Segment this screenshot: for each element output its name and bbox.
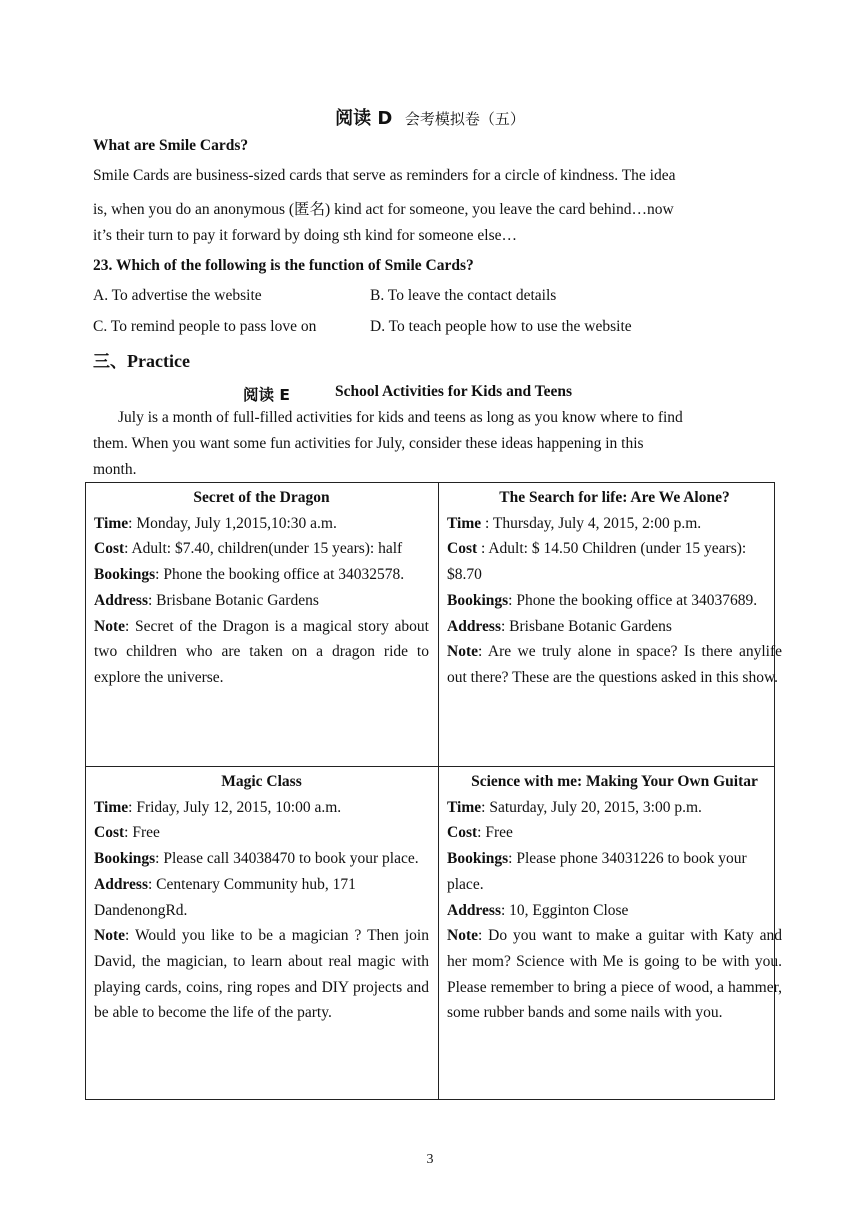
reading-e-label: 阅读 E	[243, 386, 290, 404]
option-a: A. To advertise the website	[93, 287, 262, 304]
note-label: Note	[94, 617, 125, 635]
activity-title: The Search for life: Are We Alone?	[499, 489, 730, 506]
option-b: B. To leave the contact details	[370, 287, 557, 304]
activity-title: Science with me: Making Your Own Guitar	[471, 773, 758, 790]
paragraph-line: is, when you do an anonymous (匿名) kind act for someone, you leave the card behind…now	[93, 201, 674, 218]
activity-cost: : Adult: $ 14.50 Children (under 15 years): $8.70	[447, 540, 747, 584]
activity-cost: : Free	[477, 824, 513, 842]
activity-cell	[447, 485, 782, 691]
note-label: Note	[94, 927, 125, 945]
section-title: Practice	[127, 351, 190, 371]
activity-address: : Brisbane Botanic Gardens	[147, 591, 319, 609]
option-d: D. To teach people how to use the website	[370, 318, 632, 335]
cost-label: Cost	[447, 824, 478, 842]
section-heading	[93, 347, 190, 372]
time-label: Time	[94, 798, 129, 816]
activity-bookings: : Please call 34038470 to book your place.	[155, 850, 419, 868]
activity-bookings: : Phone the booking office at 34032578.	[155, 566, 405, 584]
question-23: 23. Which of the following is the function of Smile Cards?	[93, 257, 474, 274]
activity-time: : Friday, July 12, 2015, 10:00 a.m.	[128, 798, 342, 816]
activity-cell	[94, 485, 429, 691]
time-label: Time	[447, 798, 482, 816]
smile-cards-heading: What are Smile Cards?	[93, 137, 249, 154]
bookings-label: Bookings	[94, 850, 156, 868]
paragraph-line: Smile Cards are business-sized cards that serve as reminders for a circle of kindness. The idea	[93, 167, 676, 184]
activity-title: Magic Class	[221, 773, 302, 790]
bookings-label: Bookings	[447, 591, 509, 609]
reading-e-title: School Activities for Kids and Teens	[335, 383, 572, 400]
activity-cell	[447, 769, 782, 1026]
activity-address: : 10, Egginton Close	[500, 901, 629, 919]
activity-address: : Brisbane Botanic Gardens	[500, 617, 672, 635]
paragraph-line: it’s their turn to pay it forward by doing sth kind for someone else…	[93, 227, 518, 244]
activity-note: : Are we truly alone in space? Is there anylife out there? These are the questions asked in this show.	[447, 643, 782, 686]
address-label: Address	[447, 901, 501, 919]
activity-note: : Would you like to be a magician ? Then join David, the magician, to learn about real magic with playing cards, coins, ring ropes and DIY projects and be able to become the life of the party.	[94, 927, 429, 1022]
activity-time: : Thursday, July 4, 2015, 2:00 p.m.	[481, 514, 702, 532]
address-label: Address	[447, 617, 501, 635]
activity-note: : Do you want to make a guitar with Katy and her mom? Science with Me is going to be with you. Please remember to bring a piece of wood, a hammer, some rubber bands and some nails with you.	[447, 927, 782, 1022]
address-label: Address	[94, 875, 148, 893]
cost-label: Cost	[94, 824, 125, 842]
reading-d-title	[0, 104, 860, 130]
table-divider-horizontal	[86, 766, 774, 767]
time-label: Time	[447, 514, 482, 532]
activity-cost: : Adult: $7.40, children(under 15 years): half	[124, 540, 403, 558]
activity-time: : Saturday, July 20, 2015, 3:00 p.m.	[481, 798, 702, 816]
page-number: 3	[426, 1152, 434, 1167]
bookings-label: Bookings	[447, 850, 509, 868]
bookings-label: Bookings	[94, 566, 156, 584]
activity-time: : Monday, July 1,2015,10:30 a.m.	[128, 514, 337, 532]
option-c: C. To remind people to pass love on	[93, 318, 317, 335]
activities-table	[85, 482, 782, 1100]
intro-line: month.	[93, 461, 137, 478]
address-label: Address	[94, 591, 148, 609]
cost-label: Cost	[447, 540, 478, 558]
activity-address: : Centenary Community hub, 171 DandenongRd.	[94, 875, 356, 919]
activity-note: : Secret of the Dragon is a magical story about two children who are taken on a dragon ride to explore the universe.	[94, 617, 429, 686]
section-number: 三、	[93, 352, 127, 372]
activity-bookings: : Phone the booking office at 34037689.	[508, 591, 758, 609]
intro-line: July is a month of full-filled activities for kids and teens as long as you know where to find	[118, 409, 683, 426]
reading-d-title-sub: 会考模拟卷（五）	[404, 110, 525, 128]
note-label: Note	[447, 643, 478, 661]
activity-cell	[94, 769, 429, 1026]
activity-bookings: : Please phone 34031226 to book your place.	[447, 850, 747, 893]
note-label: Note	[447, 927, 478, 945]
reading-d-title-main: 阅读 D	[335, 108, 393, 129]
activity-cost: : Free	[124, 824, 160, 842]
activity-title: Secret of the Dragon	[193, 489, 330, 506]
intro-line: them. When you want some fun activities for July, consider these ideas happening in this	[93, 435, 644, 452]
table-divider-vertical	[438, 483, 439, 1099]
time-label: Time	[94, 514, 129, 532]
cost-label: Cost	[94, 540, 125, 558]
